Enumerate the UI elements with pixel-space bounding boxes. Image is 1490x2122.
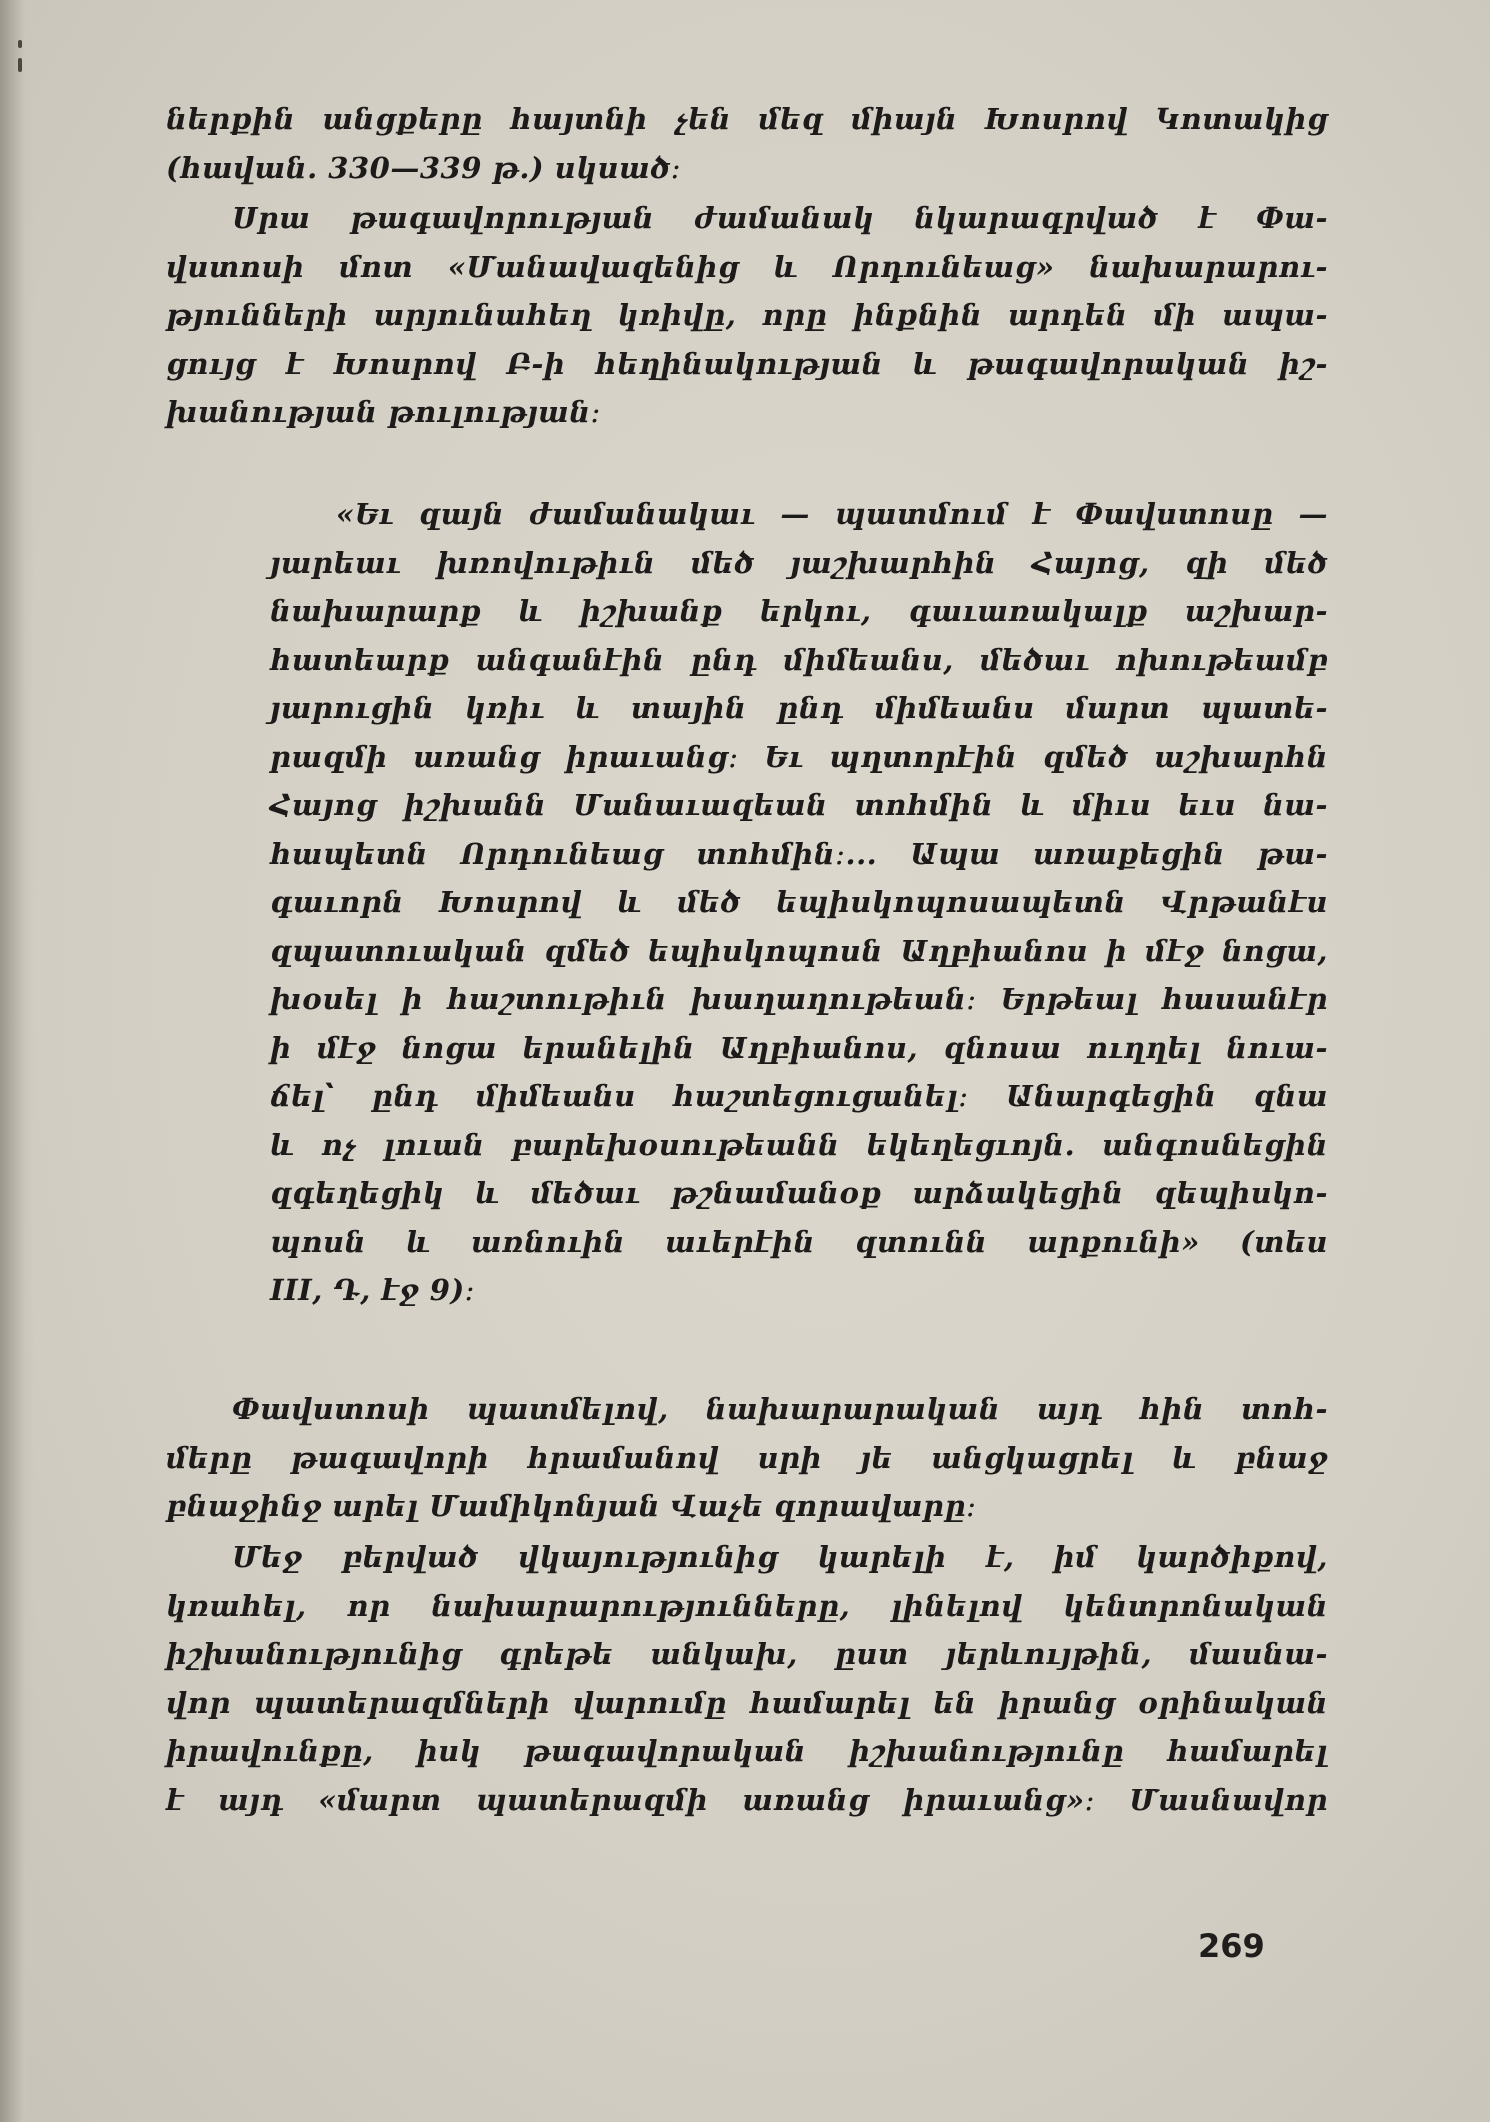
block-quote bbox=[270, 490, 1328, 1315]
text-line: վստոսի մոտ «Մանավազենից և Որդունեաց» նախարարու- bbox=[166, 249, 1328, 284]
text-line: մերը թագավորի հրամանով սրի յե անցկացրել և բնաջ bbox=[166, 1440, 1328, 1475]
quote-line: գաւորն Խոսրով և մեծ եպիսկոպոսապետն Վրթանէս bbox=[270, 885, 1328, 919]
text-line: ներքին անցքերը հայտնի չեն մեզ միայն Խոսրով Կոտակից bbox=[166, 102, 1328, 136]
quote-line: պոսն և առնուին աւերէին զտունն արքունի» (տես bbox=[270, 1224, 1328, 1259]
text-line: կռահել, որ նախարարությունները, լինելով կենտրոնական bbox=[166, 1588, 1328, 1623]
quote-line: III, Դ, էջ 9)։ bbox=[270, 1273, 476, 1307]
binding-mark bbox=[18, 40, 22, 48]
text-line: Փավստոսի պատմելով, նախարարական այդ հին տոհ- bbox=[232, 1392, 1328, 1426]
quote-line: հատեարք անգանէին ընդ միմեանս, մեծաւ ոխութեամբ bbox=[270, 642, 1328, 677]
text-line: է այդ «մարտ պատերազմի առանց իրաւանց»։ Մասնավոր bbox=[166, 1782, 1328, 1817]
quote-line: հապետն Որդունեաց տոհմին։... Ապա առաքեցին թա- bbox=[270, 836, 1328, 871]
quote-line: «Եւ զայն ժամանակաւ — պատմում է Փավստոսը — bbox=[336, 497, 1328, 531]
paragraph-3 bbox=[166, 1533, 1328, 1824]
text-line: վոր պատերազմների վարումը համարել են իրանց օրինական bbox=[166, 1685, 1328, 1720]
opening-paragraph bbox=[166, 95, 1328, 192]
text-line: բնաջինջ արել Մամիկոնյան Վաչե զորավարը։ bbox=[166, 1489, 977, 1523]
text-line: ցույց է Խոսրով Բ-ի հեղինակության և թագավորական իշ- bbox=[166, 346, 1328, 381]
quote-line: Հայոց իշխանն Մանաւազեան տոհմին և միւս եւս նա- bbox=[270, 788, 1328, 822]
paragraph-2 bbox=[166, 1385, 1328, 1531]
quote-line: զգեղեցիկ և մեծաւ թշնամանօք արձակեցին զեպիսկո- bbox=[270, 1176, 1328, 1210]
quote-line: նախարարք և իշխանք երկու, գաւառակալք աշխար- bbox=[270, 594, 1328, 628]
quote-line: և ոչ լուան բարեխօսութեանն եկեղեցւոյն. անգոսնեցին bbox=[270, 1127, 1328, 1162]
binding-mark bbox=[18, 58, 22, 72]
quote-line: յարեաւ խռովութիւն մեծ յաշխարհին Հայոց, զի մեծ bbox=[270, 545, 1328, 580]
page-gutter bbox=[0, 0, 34, 2122]
text-line: (հավան. 330—339 թ.) սկսած։ bbox=[166, 150, 682, 185]
quote-line: րազմի առանց իրաւանց։ Եւ պղտորէին զմեծ աշխարհն bbox=[270, 739, 1328, 774]
text-line: խանության թուլության։ bbox=[166, 395, 601, 429]
quote-line: ճել՝ ընդ միմեանս հաշտեցուցանել։ Անարգեցին զնա bbox=[270, 1079, 1328, 1113]
text-line: Սրա թագավորության ժամանակ նկարագրված է Փա- bbox=[232, 201, 1328, 235]
quote-line: խօսել ի հաշտութիւն խաղաղութեան։ Երթեալ հասանէր bbox=[270, 982, 1328, 1016]
quote-line: ի մէջ նոցա երանելին Աղբիանոս, զնոսա ուղղել նուա- bbox=[270, 1030, 1328, 1065]
text-line: իրավունքը, իսկ թագավորական իշխանությունը համարել bbox=[166, 1734, 1328, 1768]
quote-line: զպատուական զմեծ եպիսկոպոսն Աղբիանոս ի մէջ նոցա, bbox=[270, 933, 1328, 968]
text-line: իշխանությունից գրեթե անկախ, ըստ յերևույթին, մասնա- bbox=[166, 1637, 1328, 1671]
text-line: թյունների արյունահեղ կռիվը, որը ինքնին արդեն մի ապա- bbox=[166, 298, 1328, 332]
quote-line: յարուցին կռիւ և տային ընդ միմեանս մարտ պատե- bbox=[270, 691, 1328, 725]
page-number: 269 bbox=[1198, 1927, 1265, 1965]
paragraph-1 bbox=[166, 194, 1328, 437]
text-line: Մեջ բերված վկայությունից կարելի է, իմ կարծիքով, bbox=[232, 1540, 1328, 1574]
